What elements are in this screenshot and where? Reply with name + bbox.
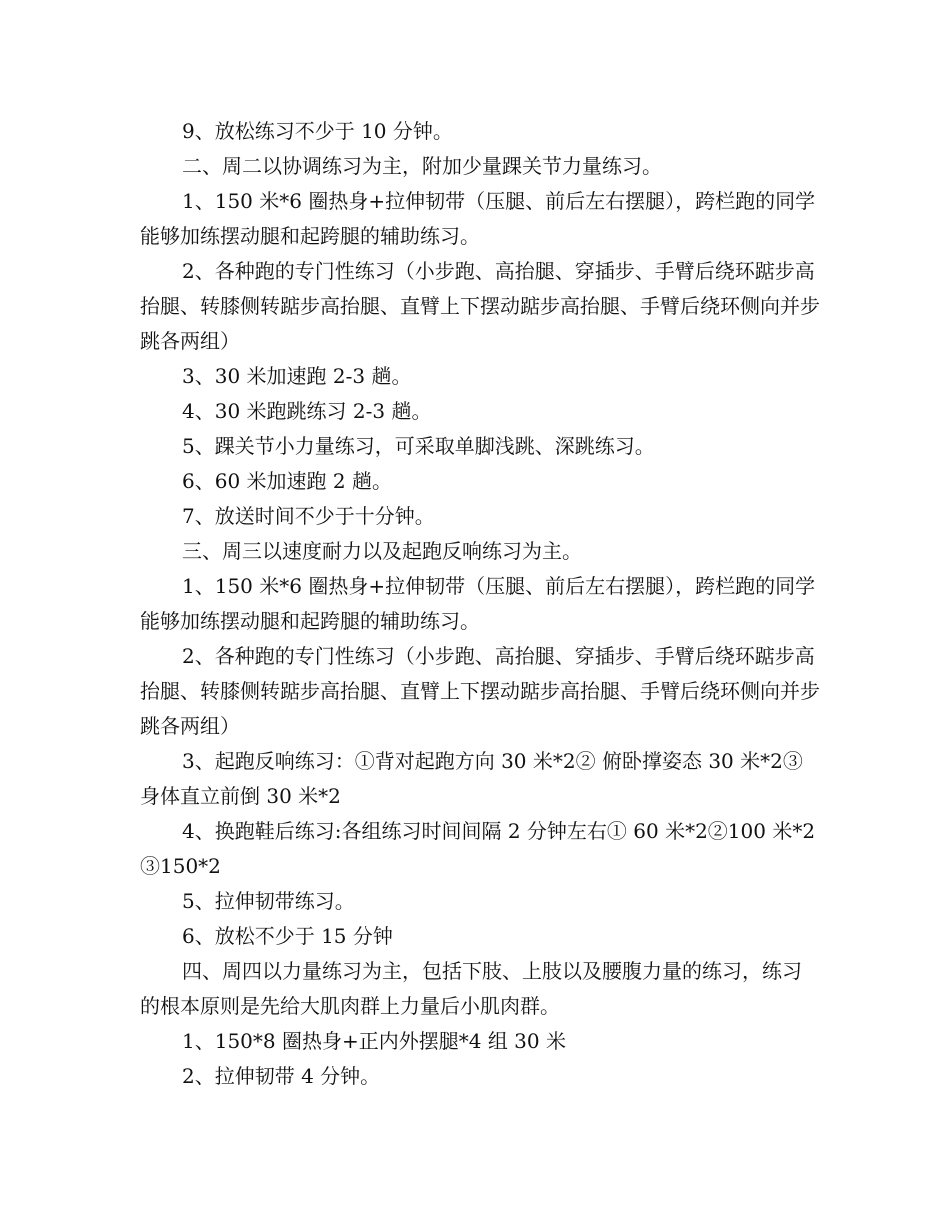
paragraph: 4、换跑鞋后练习:各组练习时间间隔 2 分钟左右① 60 米*2②100 米*2③150*2 <box>140 819 816 878</box>
document-body <box>140 114 820 1094</box>
paragraph: 2、各种跑的专门性练习（小步跑、高抬腿、穿插步、手臂后绕环踮步高抬腿、转膝侧转踮步高抬腿、直臂上下摆动踮步高抬腿、手臂后绕环侧向并步跳各两组） <box>140 259 820 353</box>
paragraph: 5、踝关节小力量练习，可采取单脚浅跳、深跳练习。 <box>182 434 655 458</box>
paragraph: 2、各种跑的专门性练习（小步跑、高抬腿、穿插步、手臂后绕环踮步高抬腿、转膝侧转踮步高抬腿、直臂上下摆动踮步高抬腿、手臂后绕环侧向并步跳各两组） <box>140 644 820 738</box>
section-heading: 二、周二以协调练习为主，附加少量踝关节力量练习。 <box>182 154 662 178</box>
paragraph: 6、放松不少于 15 分钟 <box>182 924 393 948</box>
paragraph: 3、30 米加速跑 2-3 趟。 <box>182 364 412 388</box>
paragraph: 1、150 米*6 圈热身+拉伸韧带（压腿、前后左右摆腿），跨栏跑的同学能够加练摆动腿和起跨腿的辅助练习。 <box>140 574 816 633</box>
paragraph: 1、150 米*6 圈热身+拉伸韧带（压腿、前后左右摆腿），跨栏跑的同学能够加练摆动腿和起跨腿的辅助练习。 <box>140 189 816 248</box>
section-heading: 四、周四以力量练习为主，包括下肢、上肢以及腰腹力量的练习，练习的根本原则是先给大肌肉群上力量后小肌肉群。 <box>140 959 802 1018</box>
paragraph: 6、60 米加速跑 2 趟。 <box>182 469 392 493</box>
paragraph: 4、30 米跑跳练习 2-3 趟。 <box>182 399 432 423</box>
section-heading: 三、周三以速度耐力以及起跑反响练习为主。 <box>182 539 582 563</box>
paragraph: 5、拉伸韧带练习。 <box>182 889 355 913</box>
paragraph: 1、150*8 圈热身+正内外摆腿*4 组 30 米 <box>182 1029 566 1053</box>
paragraph: 2、拉伸韧带 4 分钟。 <box>182 1064 381 1088</box>
paragraph: 7、放送时间不少于十分钟。 <box>182 504 435 528</box>
paragraph: 9、放松练习不少于 10 分钟。 <box>182 119 453 143</box>
paragraph: 3、起跑反响练习：①背对起跑方向 30 米*2② 俯卧撑姿态 30 米*2③ 身体直立前倒 30 米*2 <box>140 749 803 808</box>
